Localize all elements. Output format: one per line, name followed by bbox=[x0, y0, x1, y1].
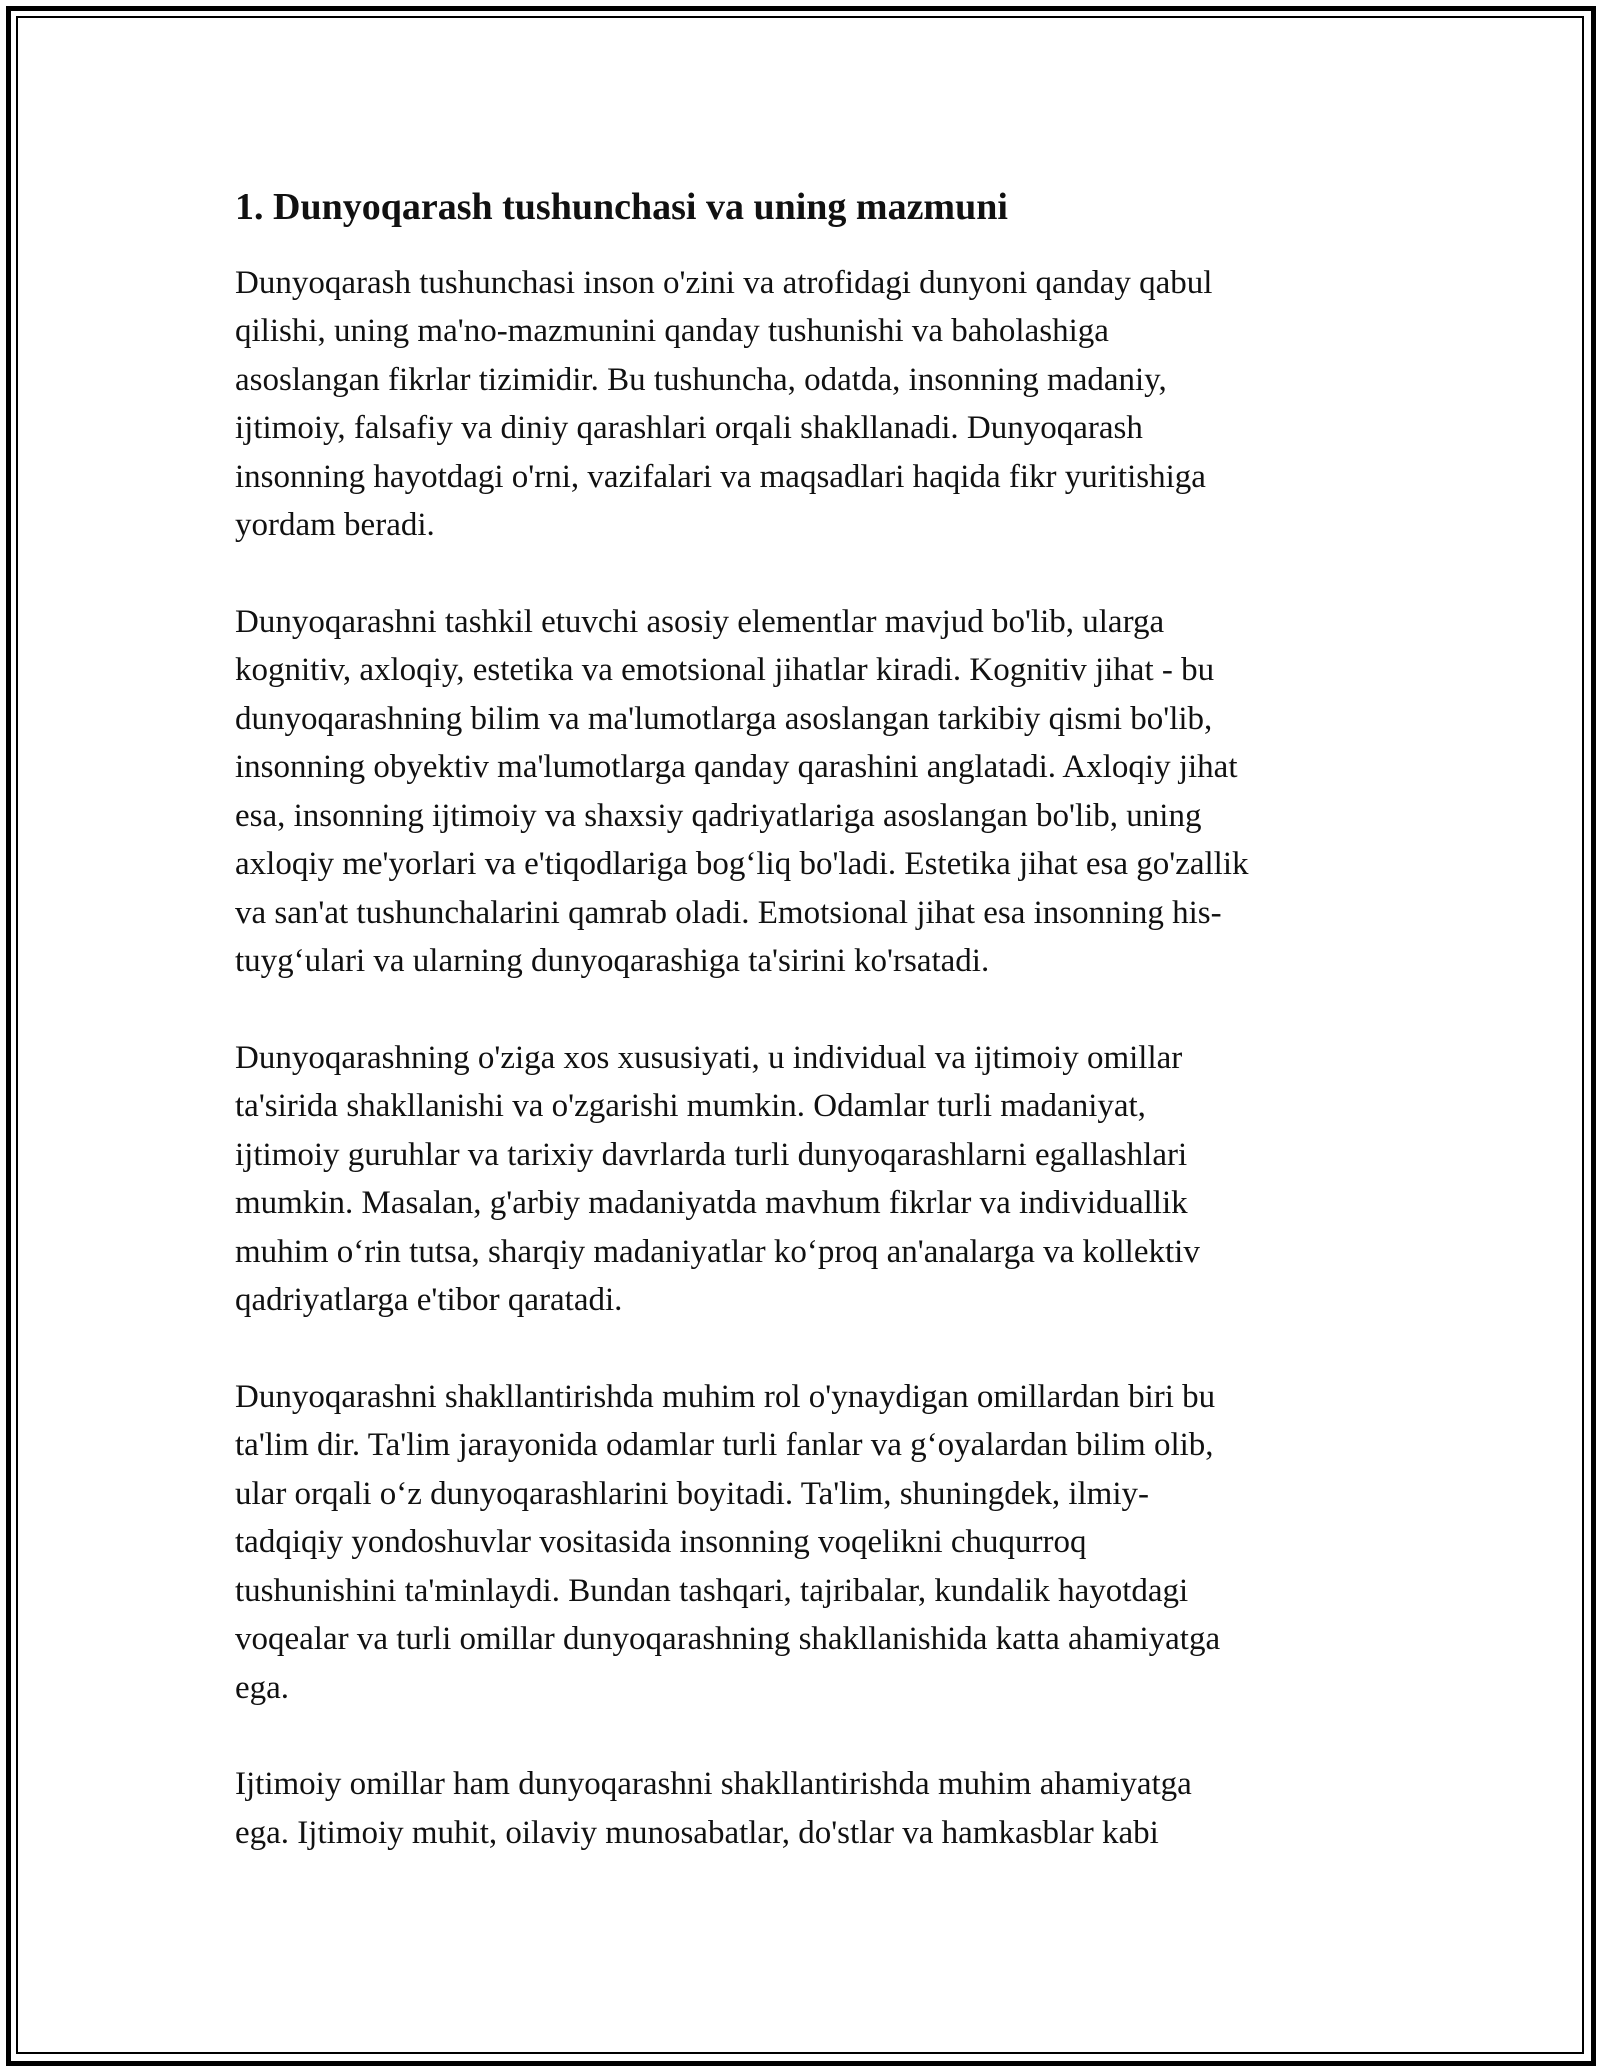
text-line: ta'lim dir. Ta'lim jarayonida odamlar turli fanlar va g‘oyalardan bilim olib, bbox=[235, 1427, 1214, 1464]
text-line: tushunishini ta'minlaydi. Bundan tashqari, tajribalar, kundalik hayotdagi bbox=[235, 1572, 1189, 1609]
text-line: insonning obyektiv ma'lumotlarga qanday qarashini anglatadi. Axloqiy jihat bbox=[235, 749, 1238, 786]
paragraph-social-factors bbox=[235, 1760, 1375, 1857]
text-line: Ijtimoiy omillar ham dunyoqarashni shakllantirishda muhim ahamiyatga bbox=[235, 1766, 1192, 1803]
text-line: ijtimoiy, falsafiy va diniy qarashlari orqali shakllanadi. Dunyoqarash bbox=[235, 410, 1143, 447]
text-line: Dunyoqarashning o'ziga xos xususiyati, u individual va ijtimoiy omillar bbox=[235, 1039, 1183, 1076]
text-line: tadqiqiy yondoshuvlar vositasida insonning voqelikni chuqurroq bbox=[235, 1524, 1087, 1561]
text-line: ular orqali o‘z dunyoqarashlarini boyitadi. Ta'lim, shuningdek, ilmiy- bbox=[235, 1475, 1150, 1512]
text-line: ijtimoiy guruhlar va tarixiy davrlarda turli dunyoqarashlarni egallashlari bbox=[235, 1136, 1188, 1173]
text-line: kognitiv, axloqiy, estetika va emotsional jihatlar kiradi. Kognitiv jihat - bu bbox=[235, 652, 1215, 689]
text-line: mumkin. Masalan, g'arbiy madaniyatda mavhum fikrlar va individuallik bbox=[235, 1185, 1188, 1222]
text-line: esa, insonning ijtimoiy va shaxsiy qadriyatlariga asoslangan bo'lib, uning bbox=[235, 797, 1202, 834]
section-heading: 1. Dunyoqarash tushunchasi va uning mazmuni bbox=[235, 186, 1008, 228]
text-line: yordam beradi. bbox=[235, 507, 435, 544]
text-line: qilishi, uning ma'no-mazmunini qanday tushunishi va baholashiga bbox=[235, 313, 1109, 350]
text-line: ta'sirida shakllanishi va o'zgarishi mumkin. Odamlar turli madaniyat, bbox=[235, 1088, 1146, 1125]
paragraph-elements bbox=[235, 598, 1375, 986]
text-line: insonning hayotdagi o'rni, vazifalari va maqsadlari haqida fikr yuritishiga bbox=[235, 458, 1206, 495]
paragraph-characteristics bbox=[235, 1034, 1375, 1325]
text-line: Dunyoqarash tushunchasi inson o'zini va atrofidagi dunyoni qanday qabul bbox=[235, 264, 1213, 301]
text-line: qadriyatlarga e'tibor qaratadi. bbox=[235, 1282, 623, 1319]
text-line: Dunyoqarashni shakllantirishda muhim rol o'ynaydigan omillardan biri bu bbox=[235, 1378, 1216, 1415]
text-line: muhim o‘rin tutsa, sharqiy madaniyatlar ko‘proq an'analarga va kollektiv bbox=[235, 1233, 1200, 1270]
text-line: dunyoqarashning bilim va ma'lumotlarga asoslangan tarkibiy qismi bo'lib, bbox=[235, 700, 1213, 737]
text-line: Dunyoqarashni tashkil etuvchi asosiy elementlar mavjud bo'lib, ularga bbox=[235, 603, 1165, 640]
text-line: va san'at tushunchalarini qamrab oladi. Emotsional jihat esa insonning his- bbox=[235, 894, 1222, 931]
text-line: voqealar va turli omillar dunyoqarashning shakllanishida katta ahamiyatga bbox=[235, 1621, 1221, 1658]
text-line: tuyg‘ulari va ularning dunyoqarashiga ta'sirini ko'rsatadi. bbox=[235, 943, 990, 980]
text-line: axloqiy me'yorlari va e'tiqodlariga bog‘liq bo'ladi. Estetika jihat esa go'zallik bbox=[235, 846, 1249, 883]
document-content bbox=[235, 185, 1375, 1905]
text-line: ega. bbox=[235, 1669, 290, 1706]
text-line: asoslangan fikrlar tizimidir. Bu tushuncha, odatda, insonning madaniy, bbox=[235, 361, 1167, 398]
paragraph-definition bbox=[235, 259, 1375, 550]
text-line: ega. Ijtimoiy muhit, oilaviy munosabatlar, do'stlar va hamkasblar kabi bbox=[235, 1814, 1159, 1851]
paragraph-education bbox=[235, 1373, 1375, 1713]
